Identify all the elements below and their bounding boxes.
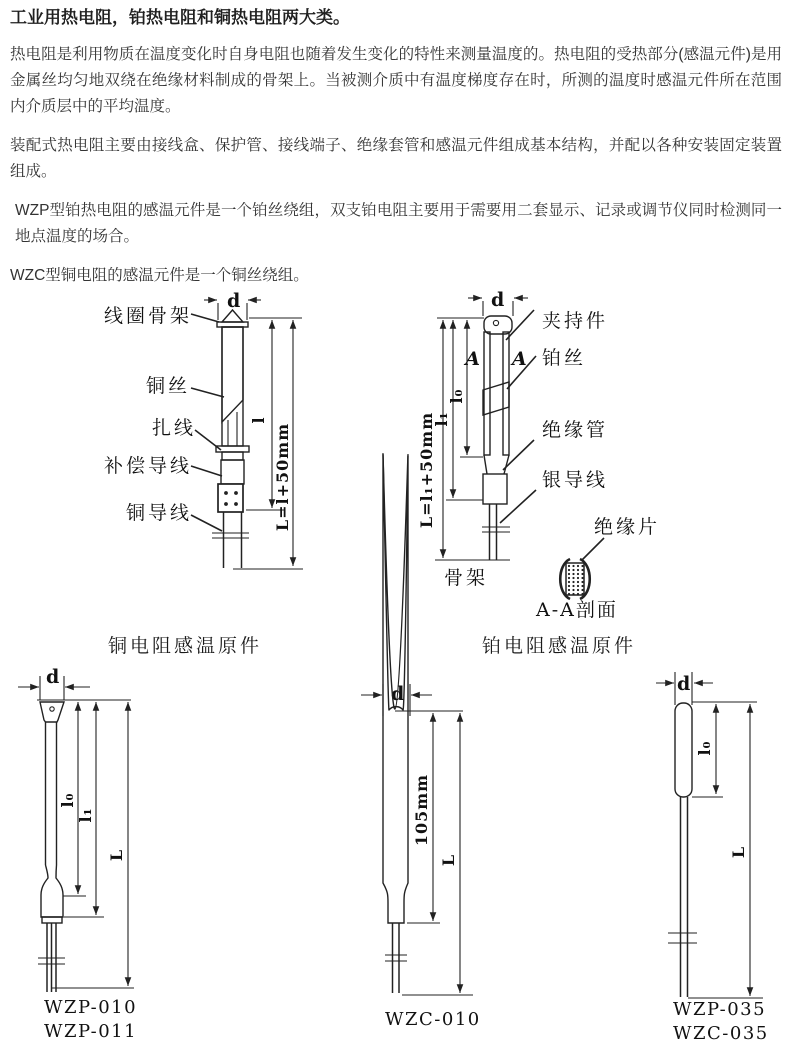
dimension-lines (402, 713, 473, 995)
dim-l1-label: l₁ (432, 411, 451, 427)
label-silver-lead: 银导线 (542, 469, 609, 491)
dim-l1-label: l₁ (76, 807, 95, 823)
paragraph-structure: 装配式热电阻主要由接线盒、保护管、接线端子、绝缘套管和感温元件组成基本结构，并配以各种安装固定装置组成。 (10, 137, 782, 180)
label-copper-wire: 铜丝 (146, 375, 191, 397)
dim-d-label: d (391, 683, 405, 705)
tie-wire-band (222, 452, 243, 460)
probe-wzc010-figure (361, 454, 481, 1030)
paragraph-wzc: WZC型铜电阻的感温元件是一个铜丝绕组。 (10, 267, 309, 284)
paragraph-principle: 热电阻是利用物质在温度变化时自身电阻也随着发生变化的特性来测量温度的。热电阻的受热部分(感温元件)是用金属丝均匀地双绕在绝缘材料制成的骨架上。当被测介质中有温度梯度存在时，所测的温度时感温元件所在范围内介质层中的平均温度。 (10, 46, 782, 115)
model-label: WZP-010 (44, 997, 138, 1018)
label-copper-lead: 铜导线 (126, 502, 193, 524)
dimension-lines (688, 704, 763, 998)
probe-wzp010-figure (18, 666, 137, 1042)
dim-d-label: d (677, 673, 691, 695)
page-title: 工业用热电阻，铂热电阻和铜热电阻两大类。 (10, 8, 350, 27)
terminal-block (218, 484, 243, 512)
dimension-lines (52, 702, 134, 988)
spool-tube (222, 327, 243, 446)
model-label: WZC-010 (385, 1009, 481, 1030)
section-mark-a-left: A (465, 348, 480, 370)
label-coil-frame: 线圈骨架 (104, 305, 193, 327)
intro-text-block (10, 6, 782, 302)
element-bulb (41, 865, 63, 917)
dim-l-label: l (249, 416, 268, 424)
dim-l0-label: l₀ (447, 388, 466, 404)
copper-element-figure (104, 290, 303, 657)
label-clamp: 夹持件 (542, 310, 609, 332)
platinum-element-figure (417, 289, 660, 657)
model-label: WZP-011 (44, 1021, 138, 1042)
dim-d-label: d (227, 290, 241, 312)
section-mark-a-right: A (512, 348, 527, 370)
model-label: WZP-035 (673, 999, 767, 1020)
dim-L-label: L (439, 853, 458, 867)
label-tie-wire: 扎线 (152, 417, 197, 439)
compensation-lead-band (221, 460, 244, 484)
section-a-a-detail (560, 559, 590, 599)
copper-figure-caption: 铜电阻感温原件 (108, 635, 263, 657)
label-insulation-tube: 绝缘管 (542, 419, 609, 441)
dim-l0-label: l₀ (695, 740, 714, 756)
copper-winding (222, 327, 243, 422)
model-label: WZC-035 (673, 1023, 769, 1044)
dim-d-label: d (491, 289, 505, 311)
probe-wzp035-figure (656, 672, 769, 1044)
platinum-winding (483, 382, 509, 415)
platinum-figure-caption: 铂电阻感温原件 (482, 635, 637, 657)
element-base-block (483, 474, 507, 504)
dim-d-label: d (46, 666, 60, 688)
diagrams-canvas (0, 270, 790, 1049)
label-frame: 骨架 (444, 567, 489, 589)
label-compensation-lead: 补偿导线 (104, 455, 193, 477)
dim-L-label: L (107, 848, 126, 862)
spool-flange-top (217, 322, 248, 327)
dim-L-label: L=l₁+50mm (417, 411, 436, 529)
paragraph-wzp: WZP型铂热电阻的感温元件是一个铂丝绕组，双支铂电阻主要用于需要用二套显示、记录或调节仪同时检测同一地点温度的场合。 (15, 202, 782, 245)
dim-length-label: 105mm (412, 773, 431, 847)
dim-l0-label: l₀ (58, 792, 77, 808)
frame-tube-right (503, 332, 509, 455)
probe-capsule (675, 703, 692, 797)
label-insulation-sheet: 绝缘片 (594, 516, 661, 538)
section-a-a-caption: A-A剖面 (536, 599, 618, 621)
frame-tube-left (484, 332, 490, 455)
label-platinum-wire: 铂丝 (542, 347, 587, 369)
dim-L-label: L (729, 845, 748, 859)
dim-L-label: L=l+50mm (273, 422, 292, 532)
paddle-top (40, 702, 64, 722)
